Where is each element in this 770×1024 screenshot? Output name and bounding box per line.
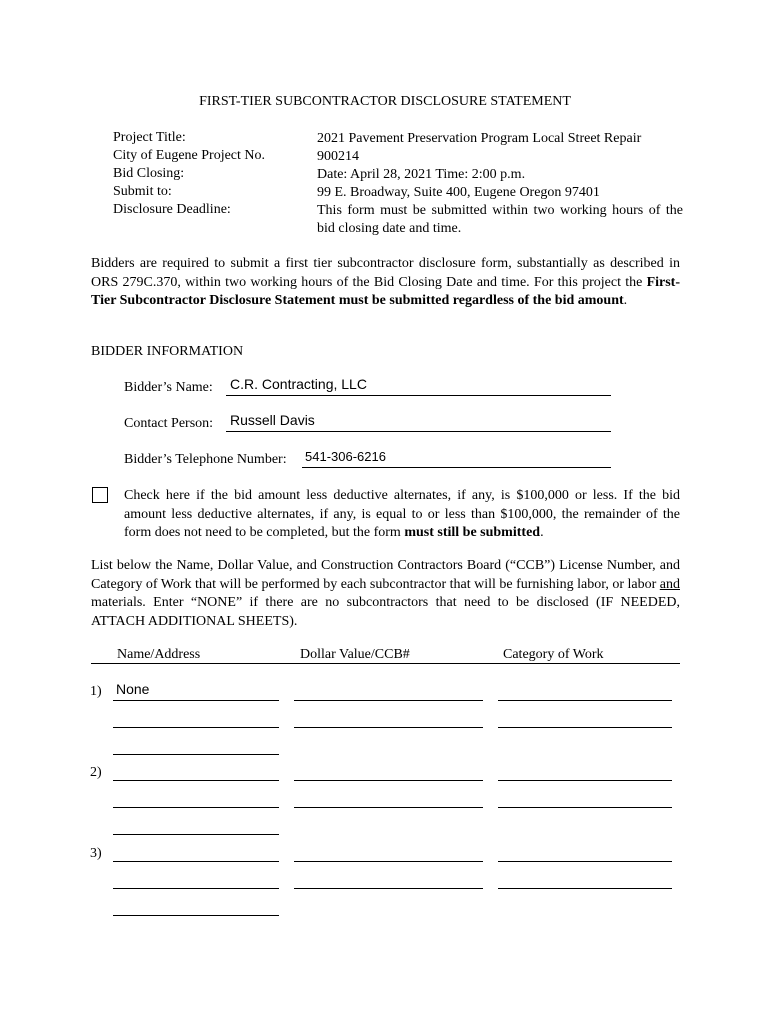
- column-name-address: Name/Address: [117, 647, 201, 662]
- project-number-label: City of Eugene Project No.: [113, 148, 266, 163]
- disclosure-deadline-label: Disclosure Deadline:: [113, 202, 231, 217]
- intro-end: .: [623, 293, 628, 308]
- row-3-line-name-2: [113, 888, 279, 889]
- row-number: 2): [90, 765, 102, 780]
- row-1-line-dollar: [294, 700, 483, 701]
- row-2-line-name-3: [113, 834, 279, 835]
- row-2-line-dollar: [294, 780, 483, 781]
- row-number: 1): [90, 684, 102, 699]
- checkbox-paragraph: [124, 487, 680, 543]
- row-3-line-category: [498, 861, 672, 862]
- bidder-phone-label: Bidder’s Telephone Number:: [124, 452, 287, 467]
- row-2-line-name: [113, 780, 279, 781]
- contact-person-label: Contact Person:: [124, 416, 214, 431]
- row-1-line-name-2: [113, 727, 279, 728]
- intro-text: Bidders are required to submit a first tier subcontractor disclosure form, substantially as described in ORS 279C.370, within two working hours of the Bid Closing Date and time. For this project the: [91, 256, 680, 290]
- intro-paragraph: [91, 255, 680, 311]
- list-text-1: List below the Name, Dollar Value, and Construction Contractors Board (“CCB”) License Number, and Category of Work that will be performed by each subcontractor that will be furnishing labor, or labor: [91, 558, 680, 592]
- header-rule: [91, 663, 680, 664]
- row-3-line-category-2: [498, 888, 672, 889]
- contact-person-line: [226, 431, 611, 432]
- intro-bold: First-Tier Subcontractor Disclosure Statement must be submitted regardless of the bid amount: [91, 274, 680, 308]
- form-title: FIRST-TIER SUBCONTRACTOR DISCLOSURE STATEMENT: [199, 94, 571, 109]
- bidder-phone-line: [302, 467, 611, 468]
- column-category: Category of Work: [503, 647, 604, 662]
- row-1-name[interactable]: None: [116, 681, 150, 697]
- bid-closing-value: Date: April 28, 2021 Time: 2:00 p.m.: [317, 167, 526, 182]
- submit-to-label: Submit to:: [113, 184, 172, 199]
- bidder-heading: BIDDER INFORMATION: [91, 344, 244, 359]
- bidder-name-line: [226, 395, 611, 396]
- small-bid-checkbox[interactable]: [92, 487, 108, 503]
- row-1-line-category: [498, 700, 672, 701]
- checkbox-end: .: [540, 525, 544, 540]
- row-2-line-name-2: [113, 807, 279, 808]
- row-1-line-category-2: [498, 727, 672, 728]
- list-instructions: [91, 557, 680, 631]
- row-number: 3): [90, 846, 102, 861]
- project-title-label: Project Title:: [113, 130, 186, 145]
- row-3-line-name-3: [113, 915, 279, 916]
- bidder-phone-value[interactable]: 541-306-6216: [305, 449, 386, 464]
- row-2-line-dollar-2: [294, 807, 483, 808]
- bid-closing-label: Bid Closing:: [113, 166, 185, 181]
- project-title-value: 2021 Pavement Preservation Program Local Street Repair: [317, 131, 642, 146]
- contact-person-value[interactable]: Russell Davis: [230, 412, 315, 428]
- checkbox-bold: must still be submitted: [404, 525, 541, 540]
- column-dollar-value: Dollar Value/CCB#: [300, 647, 410, 662]
- disclosure-deadline-value: This form must be submitted within two working hours of the bid closing date and time.: [317, 203, 683, 236]
- row-3-line-dollar: [294, 861, 483, 862]
- row-3-line-name: [113, 861, 279, 862]
- submit-to-value: 99 E. Broadway, Suite 400, Eugene Oregon 97401: [317, 185, 600, 200]
- checkbox-text: Check here if the bid amount less deductive alternates, if any, is $100,000 or less. If the bid amount less deductive alternates, if any, is equal to or less than $100,000, the remainder of the form does not need to be completed, but the form: [124, 488, 680, 540]
- row-1-line-name-3: [113, 754, 279, 755]
- list-text-2: materials. Enter “NONE” if there are no subcontractors that need to be disclosed (IF NEEDED, ATTACH ADDITIONAL SHEETS).: [91, 595, 680, 629]
- row-1-line-dollar-2: [294, 727, 483, 728]
- row-2-line-category-2: [498, 807, 672, 808]
- bidder-name-value[interactable]: C.R. Contracting, LLC: [230, 376, 367, 392]
- project-number-value: 900214: [317, 149, 359, 164]
- row-3-line-dollar-2: [294, 888, 483, 889]
- row-1-line-name: [113, 700, 279, 701]
- list-underlined: and: [659, 576, 680, 592]
- row-2-line-category: [498, 780, 672, 781]
- bidder-name-label: Bidder’s Name:: [124, 380, 213, 395]
